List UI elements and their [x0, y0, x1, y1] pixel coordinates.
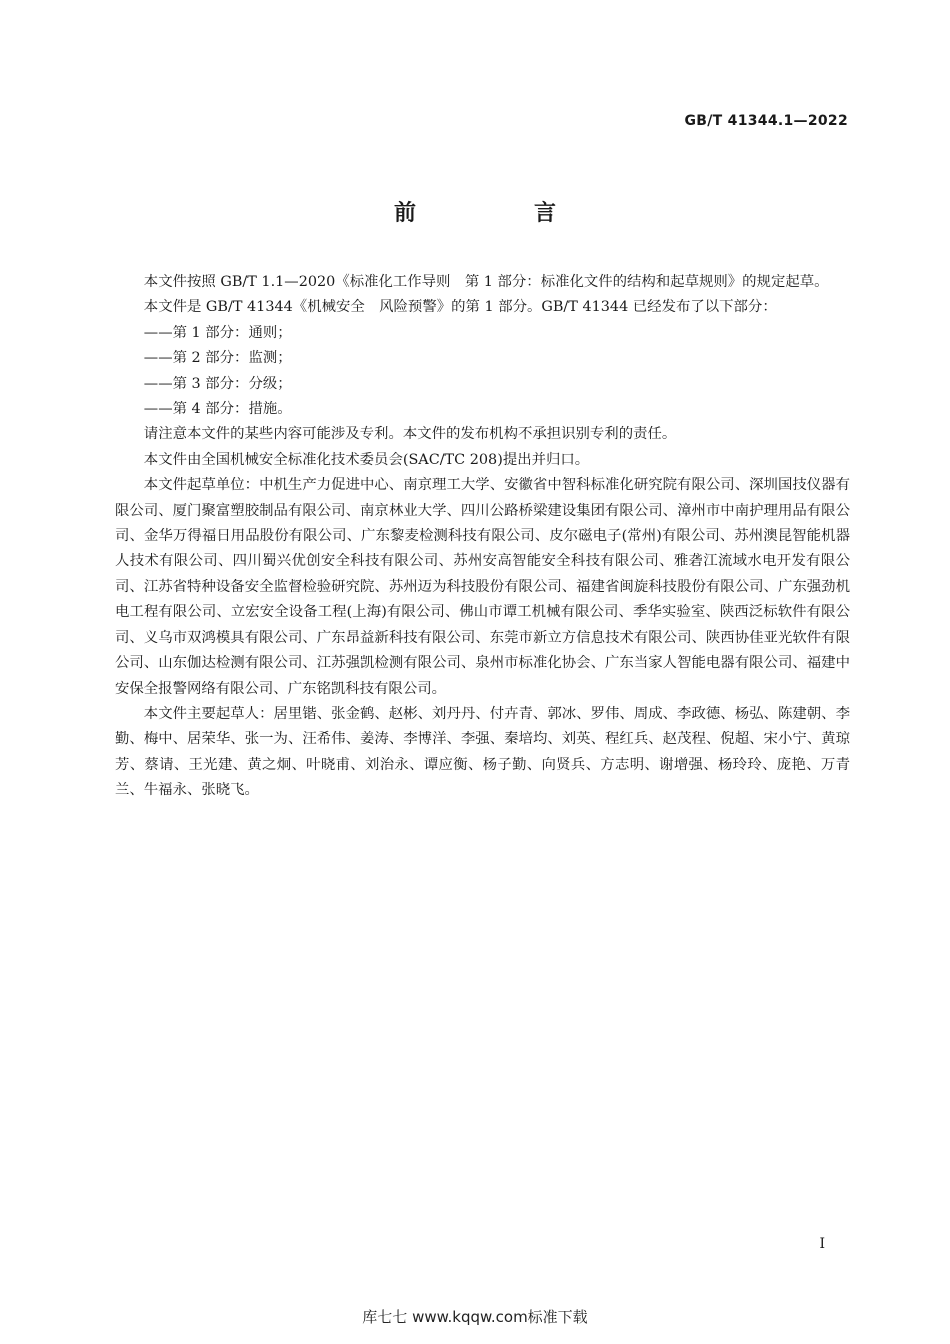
- watermark: 库七七 www.kqqw.com标准下载: [362, 1308, 588, 1326]
- paragraph-parts-intro: 本文件是 GB/T 41344《机械安全 风险预警》的第 1 部分。GB/T 41344 已经发布了以下部分：: [143, 299, 777, 316]
- paragraph-drafting-rules: 本文件按照 GB/T 1.1—2020《标准化工作导则 第 1 部分：标准化文件的结构和起草规则》的规定起草。: [143, 274, 829, 290]
- list-item-part-2: ——第 2 部分：监测；: [143, 350, 292, 367]
- page-number: I: [819, 1236, 825, 1252]
- paragraph-drafting-units: 本文件起草单位：中机生产力促进中心、南京理工大学、安徽省中智科标准化研究院有限公司、深圳国技仪器有限公司、厦门聚富塑胶制品有限公司、南京林业大学、四川公路桥梁建设集团有限公司、漳州市中南护理用品有限公司、金华万得福日用品股份有限公司、广东黎麦检测科技有限公司、皮尔磁电子(常州)有限公司、苏州澳昆智能机器人技术有限公司、四川蜀兴优创安全科技有限公司、苏州安高智能安全科技有限公司、雅砻江流域水电开发有限公司、江苏省特种设备安全监督检验研究院、苏州迈为科技股份有限公司、福建省闽旋科技股份有限公司、广东强劲机电工程有限公司、立宏安全设备工程(上海)有限公司、佛山市谭工机械有限公司、季华实验室、陕西泛标软件有限公司、义乌市双鸿模具有限公司、广东昂益新科技有限公司、东莞市新立方信息技术有限公司、陕西协佳亚光软件有限公司、山东伽达检测有限公司、江苏强凯检测有限公司、泉州市标准化协会、广东当家人智能电器有限公司、福建中安保全报警网络有限公司、广东铭凯科技有限公司。: [115, 477, 850, 697]
- paragraph-committee: 本文件由全国机械安全标准化技术委员会(SAC/TC 208)提出并归口。: [143, 451, 590, 468]
- list-item-part-3: ——第 3 部分：分级；: [143, 375, 292, 392]
- paragraph-drafters: 本文件主要起草人：居里锴、张金鹤、赵彬、刘丹丹、付卉青、郭冰、罗伟、周成、李政德、杨弘、陈建朝、李勤、梅中、居荣华、张一为、汪希伟、姜涛、李博洋、李强、秦培均、刘英、程红兵、赵茂程、倪超、宋小宁、黄琼芳、蔡请、王光建、黄之炯、叶晓甫、刘治永、谭应衡、杨子勤、向贤兵、方志明、谢增强、杨玲玲、庞艳、万青兰、牛福永、张晓飞。: [115, 705, 850, 799]
- list-item-part-4: ——第 4 部分：措施。: [143, 401, 292, 418]
- list-item-part-1: ——第 1 部分：通则；: [143, 324, 292, 341]
- page-title: 前 言: [393, 201, 604, 226]
- standard-code: GB/T 41344.1—2022: [684, 113, 848, 129]
- paragraph-patent-notice: 请注意本文件的某些内容可能涉及专利。本文件的发布机构不承担识别专利的责任。: [143, 426, 677, 443]
- document-body: [115, 270, 850, 804]
